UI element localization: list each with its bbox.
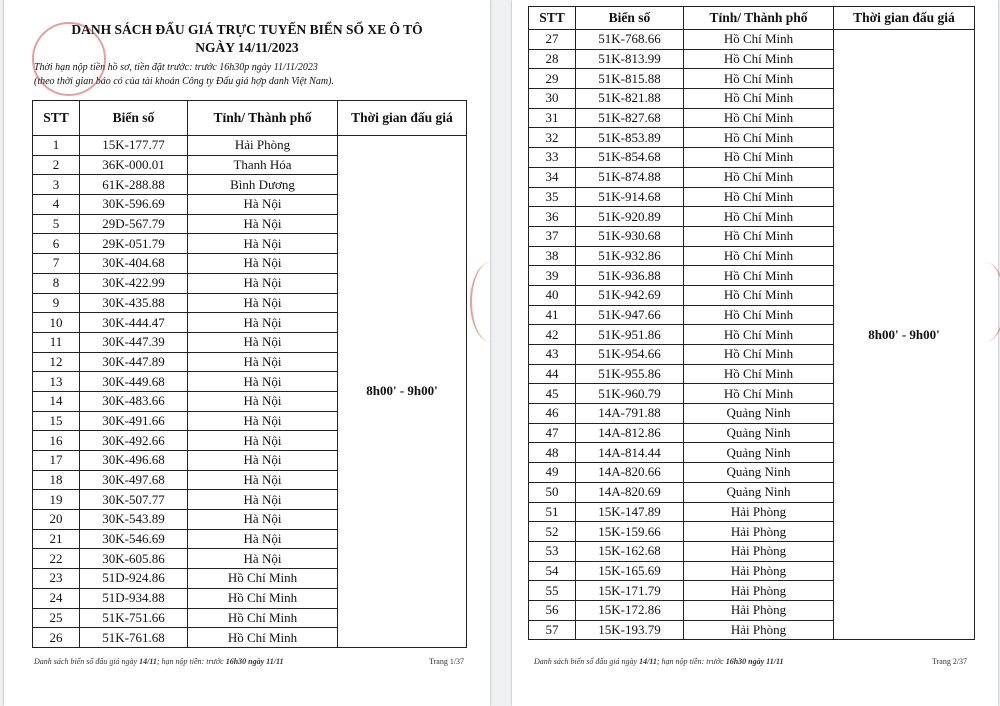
row-plate: 51K-920.89 [576,207,684,227]
row-stt: 35 [529,187,576,207]
row-stt: 11 [33,332,80,352]
row-plate: 30K-497.68 [80,470,188,490]
row-stt: 5 [33,214,80,234]
row-stt: 19 [33,490,80,510]
row-province: Quảng Ninh [684,463,834,483]
row-stt: 4 [33,195,80,215]
row-plate: 30K-546.69 [80,529,188,549]
row-plate: 51K-768.66 [576,30,684,50]
row-stt: 28 [529,49,576,69]
row-plate: 51K-951.86 [576,325,684,345]
row-stt: 53 [529,541,576,561]
page-footer: Danh sách biển số đấu giá ngày 14/11; hạn nộp tiền: trước 16h30 ngày 11/11 [534,657,784,666]
row-province: Hà Nội [188,332,338,352]
row-stt: 9 [33,293,80,313]
row-plate: 30K-435.88 [80,293,188,313]
row-plate: 29K-051.79 [80,234,188,254]
row-province: Hà Nội [188,195,338,215]
row-plate: 51K-813.99 [576,49,684,69]
row-plate: 30K-447.39 [80,332,188,352]
row-province: Hà Nội [188,391,338,411]
row-plate: 30K-449.68 [80,372,188,392]
row-stt: 26 [33,628,80,648]
row-plate: 15K-147.89 [576,502,684,522]
row-province: Hồ Chí Minh [684,364,834,384]
page-number: Trang 2/37 [932,657,968,666]
row-stt: 42 [529,325,576,345]
row-province: Hồ Chí Minh [684,30,834,50]
row-province: Hà Nội [188,313,338,333]
row-plate: 51K-827.68 [576,108,684,128]
row-province: Thanh Hóa [188,155,338,175]
row-plate: 51K-751.66 [80,608,188,628]
row-plate: 14A-820.69 [576,482,684,502]
row-stt: 45 [529,384,576,404]
row-stt: 37 [529,226,576,246]
row-stt: 52 [529,522,576,542]
row-stt: 13 [33,372,80,392]
header-plate: Biển số [576,7,684,30]
row-plate: 51K-853.89 [576,128,684,148]
row-province: Hồ Chí Minh [684,266,834,286]
row-stt: 36 [529,207,576,227]
row-plate: 15K-165.69 [576,561,684,581]
table-row [33,136,467,156]
row-stt: 55 [529,581,576,601]
row-province: Hồ Chí Minh [684,49,834,69]
row-stt: 32 [529,128,576,148]
row-plate: 30K-492.66 [80,431,188,451]
row-plate: 30K-422.99 [80,273,188,293]
row-plate: 51D-924.86 [80,569,188,589]
row-plate: 51K-815.88 [576,69,684,89]
row-province: Hải Phòng [684,502,834,522]
row-province: Quảng Ninh [684,404,834,424]
deadline-note: Thời hạn nộp tiền hồ sơ, tiền đặt trước: trước 16h30p ngày 11/11/2023 [34,62,318,73]
row-stt: 24 [33,588,80,608]
row-stt: 8 [33,273,80,293]
row-plate: 51K-854.68 [576,148,684,168]
row-plate: 51K-954.66 [576,345,684,365]
row-plate: 14A-814.44 [576,443,684,463]
row-stt: 16 [33,431,80,451]
document-page-2 [512,0,998,706]
row-stt: 40 [529,285,576,305]
row-stt: 25 [33,608,80,628]
auction-time-cell: 8h00' - 9h00' [338,136,467,648]
row-province: Hà Nội [188,490,338,510]
row-stt: 43 [529,345,576,365]
row-plate: 30K-605.86 [80,549,188,569]
row-stt: 41 [529,305,576,325]
row-plate: 14A-791.88 [576,404,684,424]
row-stt: 44 [529,364,576,384]
row-province: Hồ Chí Minh [684,187,834,207]
row-province: Hà Nội [188,549,338,569]
row-province: Hồ Chí Minh [684,305,834,325]
row-plate: 15K-172.86 [576,600,684,620]
row-plate: 51K-955.86 [576,364,684,384]
row-plate: 30K-404.68 [80,254,188,274]
row-plate: 51K-930.68 [576,226,684,246]
row-province: Hồ Chí Minh [684,226,834,246]
row-province: Bình Dương [188,175,338,195]
document-date: NGÀY 14/11/2023 [195,40,299,55]
header-province: Tỉnh/ Thành phố [684,7,834,30]
header-province: Tỉnh/ Thành phố [188,101,338,136]
auction-time-cell: 8h00' - 9h00' [834,30,975,640]
header-time: Thời gian đấu giá [834,7,975,30]
row-stt: 22 [33,549,80,569]
header-stt: STT [33,101,80,136]
row-plate: 51K-947.66 [576,305,684,325]
row-stt: 2 [33,155,80,175]
row-plate: 30K-496.68 [80,451,188,471]
table-row [529,30,975,50]
row-stt: 57 [529,620,576,640]
row-plate: 30K-447.89 [80,352,188,372]
row-province: Hà Nội [188,431,338,451]
row-stt: 46 [529,404,576,424]
row-province: Hà Nội [188,529,338,549]
row-stt: 51 [529,502,576,522]
row-plate: 15K-177.77 [80,136,188,156]
row-province: Hồ Chí Minh [188,608,338,628]
row-province: Hồ Chí Minh [684,325,834,345]
row-province: Hà Nội [188,273,338,293]
row-plate: 61K-288.88 [80,175,188,195]
row-province: Hồ Chí Minh [684,285,834,305]
row-province: Hồ Chí Minh [684,345,834,365]
row-province: Quảng Ninh [684,423,834,443]
edge-seal-stamp [964,262,1000,342]
row-stt: 31 [529,108,576,128]
row-plate: 15K-193.79 [576,620,684,640]
row-province: Hồ Chí Minh [684,148,834,168]
row-province: Hồ Chí Minh [188,569,338,589]
row-stt: 1 [33,136,80,156]
row-plate: 36K-000.01 [80,155,188,175]
row-stt: 21 [33,529,80,549]
row-stt: 33 [529,148,576,168]
row-province: Hồ Chí Minh [684,89,834,109]
header-time: Thời gian đấu giá [338,101,467,136]
row-plate: 51K-914.68 [576,187,684,207]
row-plate: 30K-596.69 [80,195,188,215]
row-stt: 6 [33,234,80,254]
row-plate: 51K-942.69 [576,285,684,305]
row-plate: 51K-960.79 [576,384,684,404]
row-province: Hà Nội [188,411,338,431]
row-stt: 48 [529,443,576,463]
row-province: Hải Phòng [684,581,834,601]
document-page-1 [4,0,490,706]
row-province: Hà Nội [188,234,338,254]
row-plate: 14A-812.86 [576,423,684,443]
row-province: Hải Phòng [684,522,834,542]
row-plate: 30K-483.66 [80,391,188,411]
row-province: Hà Nội [188,510,338,530]
row-province: Hà Nội [188,293,338,313]
row-province: Hải Phòng [684,561,834,581]
row-stt: 18 [33,470,80,490]
row-province: Hà Nội [188,470,338,490]
row-plate: 51K-932.86 [576,246,684,266]
row-stt: 50 [529,482,576,502]
row-province: Hà Nội [188,372,338,392]
row-stt: 30 [529,89,576,109]
row-province: Hà Nội [188,451,338,471]
row-plate: 51K-936.88 [576,266,684,286]
row-province: Hồ Chí Minh [188,628,338,648]
row-stt: 54 [529,561,576,581]
deadline-note-2: (theo thời gian báo có của tài khoản Công ty Đấu giá hợp danh Việt Nam). [34,76,334,87]
header-stt: STT [529,7,576,30]
row-stt: 34 [529,167,576,187]
row-stt: 27 [529,30,576,50]
row-province: Hồ Chí Minh [684,246,834,266]
row-stt: 49 [529,463,576,483]
company-seal-stamp [32,22,106,96]
row-plate: 30K-507.77 [80,490,188,510]
row-stt: 10 [33,313,80,333]
row-plate: 51D-934.88 [80,588,188,608]
row-province: Hà Nội [188,214,338,234]
header-plate: Biển số [80,101,188,136]
row-stt: 56 [529,600,576,620]
row-plate: 15K-159.66 [576,522,684,542]
edge-seal-stamp [470,262,512,342]
row-stt: 47 [529,423,576,443]
row-stt: 3 [33,175,80,195]
row-province: Hồ Chí Minh [684,108,834,128]
plate-table-2 [528,6,975,640]
row-province: Hải Phòng [188,136,338,156]
row-province: Hà Nội [188,352,338,372]
page-footer: Danh sách biển số đấu giá ngày 14/11; hạn nộp tiền: trước 16h30 ngày 11/11 [34,657,284,666]
row-plate: 30K-444.47 [80,313,188,333]
row-province: Hồ Chí Minh [684,207,834,227]
row-plate: 51K-874.88 [576,167,684,187]
row-plate: 15K-171.79 [576,581,684,601]
row-stt: 23 [33,569,80,589]
row-stt: 12 [33,352,80,372]
row-stt: 14 [33,391,80,411]
row-plate: 30K-543.89 [80,510,188,530]
row-stt: 20 [33,510,80,530]
row-province: Hồ Chí Minh [684,384,834,404]
document-title: DANH SÁCH ĐẤU GIÁ TRỰC TUYẾN BIỂN SỐ XE Ô TÔ [71,22,423,37]
row-stt: 38 [529,246,576,266]
row-plate: 14A-820.66 [576,463,684,483]
row-stt: 15 [33,411,80,431]
row-stt: 29 [529,69,576,89]
row-province: Hồ Chí Minh [684,167,834,187]
row-province: Hải Phòng [684,620,834,640]
row-province: Hồ Chí Minh [684,128,834,148]
row-province: Quảng Ninh [684,443,834,463]
row-plate: 15K-162.68 [576,541,684,561]
row-stt: 39 [529,266,576,286]
row-plate: 51K-821.88 [576,89,684,109]
row-plate: 29D-567.79 [80,214,188,234]
row-province: Hồ Chí Minh [188,588,338,608]
row-province: Quảng Ninh [684,482,834,502]
page-number: Trang 1/37 [429,657,465,666]
row-province: Hải Phòng [684,541,834,561]
row-province: Hồ Chí Minh [684,69,834,89]
row-province: Hà Nội [188,254,338,274]
row-plate: 30K-491.66 [80,411,188,431]
row-plate: 51K-761.68 [80,628,188,648]
row-stt: 17 [33,451,80,471]
row-stt: 7 [33,254,80,274]
row-province: Hải Phòng [684,600,834,620]
plate-table-1 [32,100,467,648]
